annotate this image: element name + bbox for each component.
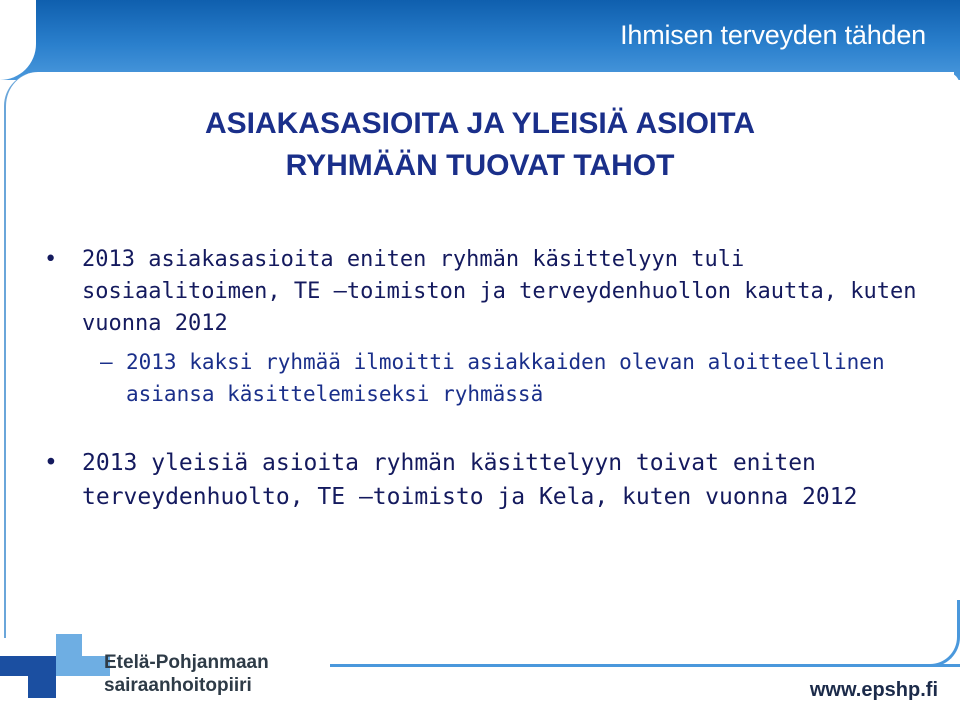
logo-line-2: sairaanhoitopiiri <box>104 675 252 696</box>
title-line-2: RYHMÄÄN TUOVAT TAHOT <box>285 149 675 182</box>
organization-logo-text <box>104 651 269 697</box>
bullet-text: 2013 yleisiä asioita ryhmän käsittelyyn toivat eniten terveydenhuolto, TE –toimisto ja Kela, kuten vuonna 2012 <box>82 450 858 510</box>
header-band <box>0 0 960 80</box>
sub-bullet-marker: – <box>100 350 113 374</box>
slide-content <box>44 244 924 514</box>
title-line-1: ASIAKASASIOITA JA YLEISIÄ ASIOITA <box>204 107 756 140</box>
bullet-marker: • <box>44 247 58 272</box>
footer-divider <box>330 664 960 667</box>
header-corner <box>0 0 36 80</box>
bullet-2 <box>44 446 924 514</box>
bullet-marker: • <box>44 450 58 476</box>
bullet-text: 2013 asiakasasioita eniten ryhmän käsittelyyn tuli sosiaalitoimen, TE –toimiston ja terveydenhuollon kautta, kuten vuonna 2012 <box>82 247 917 336</box>
logo-line-1: Etelä-Pohjanmaan <box>104 652 269 673</box>
footer-divider-curve <box>930 600 960 667</box>
bullet-1 <box>44 244 924 340</box>
sub-bullet-1 <box>100 346 924 410</box>
tagline: Ihmisen terveyden tähden <box>620 20 926 50</box>
cross-logo-icon <box>0 632 112 700</box>
sub-bullet-text: 2013 kaksi ryhmää ilmoitti asiakkaiden olevan aloitteellinen asiansa käsittelemiseksi ryhmässä <box>126 350 885 406</box>
website-url[interactable]: www.epshp.fi <box>809 679 938 701</box>
slide-title <box>0 103 960 187</box>
